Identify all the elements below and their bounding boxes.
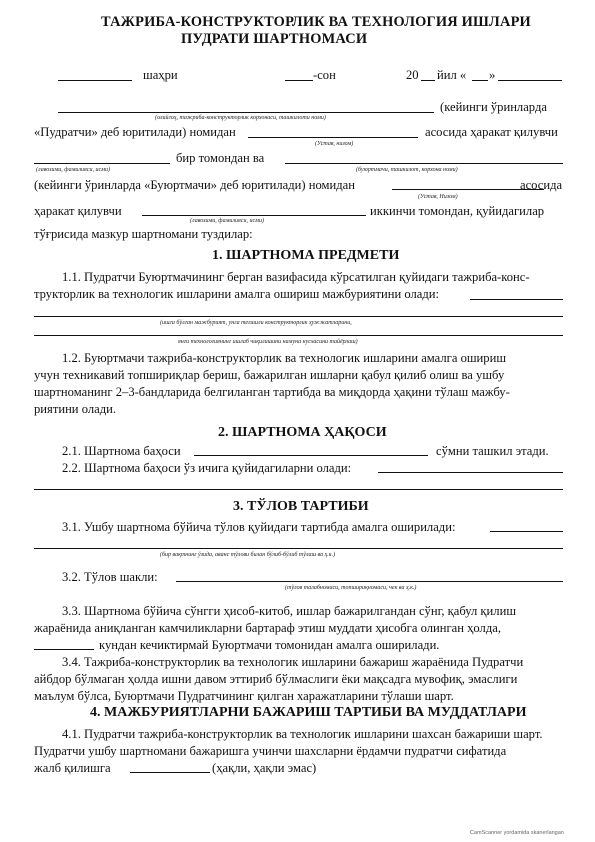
clause-1-2-line1: 1.2. Буюртмачи тажриба-конструкторлик ва технологик ишларини амалга ошириш [62, 351, 507, 365]
clause-3-1-blank-1 [490, 531, 563, 532]
customer-org-blank [285, 163, 563, 164]
intro-line3-middle: бир томондан ва [176, 151, 265, 165]
clause-1-1-blank-2 [34, 316, 563, 317]
clause-1-1-caption-2: янги технологиянинг ишлаб чиқилишини намуна нусхасини тайёрлаш) [178, 339, 358, 345]
clause-3-4-line2: айбдор бўлмаган ҳолда ишни давом эттириб бўлмаслиги ёки мақсадга мувофиқ, эмаслиги [34, 672, 518, 686]
section-1-heading: 1. ШАРТНОМА ПРЕДМЕТИ [212, 248, 400, 263]
year-blank [421, 80, 435, 81]
customer-basis-caption: (Устав, Низом) [418, 194, 458, 200]
contractor-basis-blank [248, 137, 418, 138]
clause-4-1-line3-end: (ҳақли, ҳақли эмас) [212, 761, 317, 775]
contractor-org-caption: (олийгоҳ, тажриба-конструкторлик корхонаси, ташкилоти номи) [155, 115, 326, 121]
customer-person-blank [142, 215, 366, 216]
intro-line1-end: (кейинги ўринларда [440, 100, 547, 114]
clause-3-4-line3: маълум бўлса, Буюртмачи Пудратчининг қилган харажатларини тўлаши шарт. [34, 689, 454, 703]
clause-1-1-line1: 1.1. Пудратчи Буюртмачининг берган вазифасида кўрсатилган қуйидаги тажриба-конс- [62, 270, 530, 284]
clause-1-2-line3: шартноманинг 2–3-бандларида белгиланган тартибда ва миқдорда ҳақини тўлаш мажбу- [34, 385, 510, 399]
scanner-watermark: CamScanner yordamida skanerlangan [470, 830, 564, 836]
contractor-basis-caption: (Устав, низом) [315, 141, 354, 147]
number-label: -сон [313, 68, 336, 82]
intro-line4-start: (кейинги ўринларда «Буюртмачи» деб юритилади) номидан [34, 178, 355, 192]
clause-3-3-line2: жараёнида аниқланган камчиликларни бартараф этиш муддати ҳисобга олинган ҳолда, [34, 621, 501, 635]
intro-line6: тўғрисида мазкур шартномани туздилар: [34, 227, 253, 241]
customer-person-caption: (лавозими, фамилияси, исми) [190, 218, 264, 224]
clause-1-2-line2: учун техникавий топшириқлар бериш, бажарилган ишларни қабул қилиб олиш ва ушбу [34, 368, 505, 382]
contractor-org-blank [58, 112, 434, 113]
clause-3-2-caption: (тўлов талабномаси, топшириқномаси, чек ва ҳ.к.) [285, 585, 417, 591]
clause-2-2-blank-2 [34, 489, 563, 490]
customer-org-caption: (буюртмачи, ташкилот, корхона номи) [356, 167, 458, 173]
clause-3-3-line1: 3.3. Шартнома бўйича сўнгги ҳисоб-китоб, ишлар бажарилгандан сўнг, қабул қилиш [62, 604, 517, 618]
city-blank [58, 80, 132, 81]
payment-form-blank [176, 581, 563, 582]
contractor-person-caption: (лавозими, фамилияси, исми) [36, 167, 110, 173]
clause-2-1-start: 2.1. Шартнома баҳоси [62, 444, 181, 458]
clause-3-1-blank-2 [34, 548, 563, 549]
clause-3-4-line1: 3.4. Тажриба-конструкторлик ва технологик ишларини бажариш жараёнида Пудратчи [62, 655, 524, 669]
clause-2-2-blank-1 [378, 472, 563, 473]
clause-1-1-line2: трукторлик ва технологик ишларини амалга ошириш мажбуриятини олади: [34, 287, 439, 301]
clause-3-1: 3.1. Ушбу шартнома бўйича тўлов қуйидаги тартибда амалга оширилади: [62, 520, 456, 534]
clause-3-1-caption: (бир вақтнинг ўзида, аванс тўлови билан бўлиб-бўлиб тўлаш ва ҳ.к.) [160, 552, 336, 558]
clause-1-1-blank-3 [34, 335, 563, 336]
contractor-person-blank [34, 163, 170, 164]
section-4-heading: 4. МАЖБУРИЯТЛАРНИ БАЖАРИШ ТАРТИБИ ВА МУДДАТЛАРИ [90, 705, 527, 720]
subcontract-right-blank [130, 772, 210, 773]
clause-4-1-line1: 4.1. Пудратчи тажриба-конструкторлик ва технологик ишларини шахсан бажариши шарт. [62, 727, 543, 741]
intro-line5-start: ҳаракат қилувчи [34, 204, 122, 218]
clause-3-3-line3: кундан кечиктирмай Буюртмачи томонидан амалга оширилади. [99, 638, 440, 652]
intro-line2-start: «Пудратчи» деб юритилади) номидан [34, 125, 236, 139]
month-blank [498, 80, 562, 81]
clause-3-2: 3.2. Тўлов шакли: [62, 570, 158, 584]
clause-1-1-blank-1 [470, 299, 563, 300]
clause-2-1-end: сўмни ташкил этади. [436, 444, 549, 458]
document-title-line-2: ПУДРАТИ ШАРТНОМАСИ [181, 31, 368, 47]
document-title-line-1: ТАЖРИБА-КОНСТРУКТОРЛИК ВА ТЕХНОЛОГИЯ ИШЛАРИ [101, 14, 531, 30]
intro-line2-end: асосида ҳаракат қилувчи [425, 125, 558, 139]
day-blank [472, 80, 488, 81]
clause-4-1-line2: Пудратчи ушбу шартномани бажаришга учинчи шахсларни ёрдамчи пудратчи сифатида [34, 744, 507, 758]
clause-1-1-caption-1: (ишга бўлган мажбурият, унга тегишли конструкторлик ҳужжатларини, [160, 320, 352, 326]
number-blank [285, 80, 313, 81]
year-prefix: 20 [406, 68, 419, 82]
clause-2-2: 2.2. Шартнома баҳоси ўз ичига қуйидагиларни олади: [62, 461, 352, 475]
city-label: шаҳри [143, 68, 178, 82]
clause-4-1-line3-start: жалб қилишга [34, 761, 111, 775]
contract-price-blank [194, 455, 428, 456]
year-word: йил « [437, 68, 467, 82]
intro-line4-end: асосида [520, 178, 563, 192]
section-2-heading: 2. ШАРТНОМА ҲАҚОСИ [218, 425, 387, 440]
day-close-quote: » [489, 68, 496, 82]
clause-1-2-line4: риятини олади. [34, 402, 117, 416]
intro-line5-end: иккинчи томондан, қуйидагилар [370, 204, 545, 218]
settlement-days-blank [34, 649, 94, 650]
section-3-heading: 3. ТЎЛОВ ТАРТИБИ [233, 499, 369, 514]
